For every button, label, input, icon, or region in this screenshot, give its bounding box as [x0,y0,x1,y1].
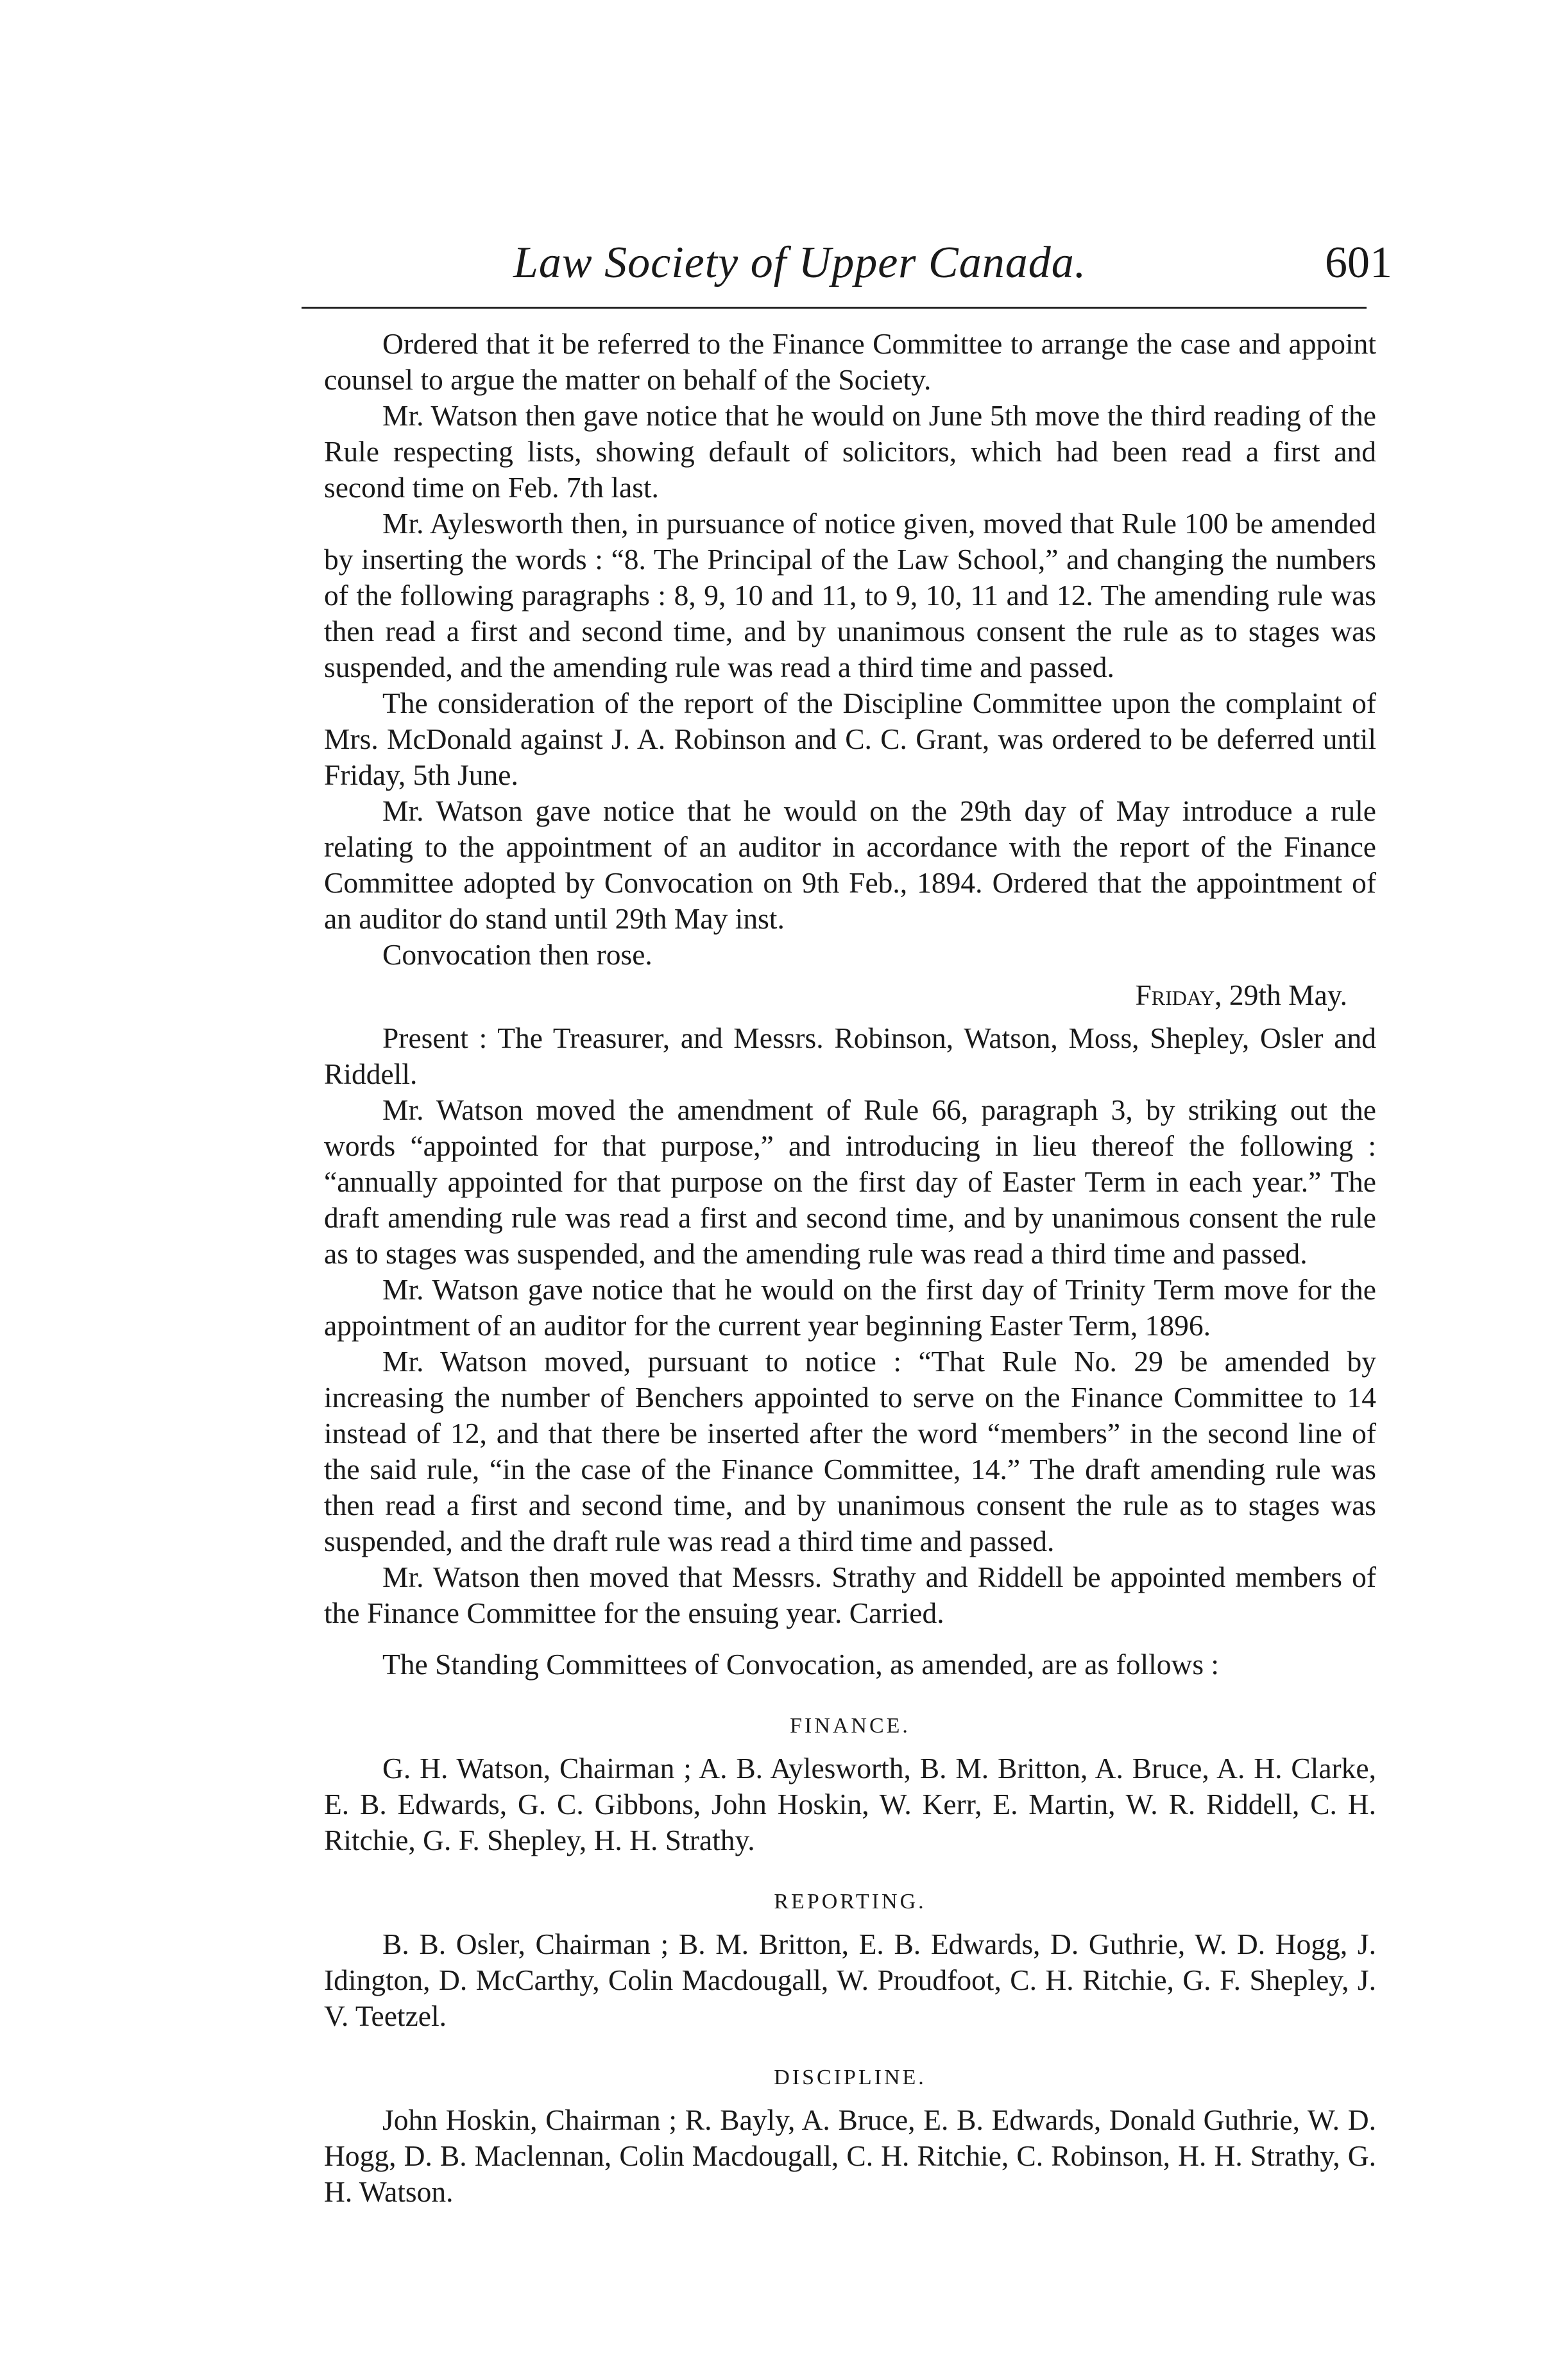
committee-heading-discipline: DISCIPLINE. [774,2066,926,2089]
paragraph: Ordered that it be referred to the Finance Committee to arrange the case and appoint counsel to argue the matter on behalf of the Society. [324,327,1376,396]
committees-intro: The Standing Committees of Convocation, as amended, are as follows : [382,1648,1220,1681]
running-title: Law Society of Upper Canada. [513,238,1087,287]
paragraph: Mr. Watson then gave notice that he would on June 5th move the third reading of the Rule respecting lists, showing default of solicitors, which had been read a first and second time on Feb. 7th last. [324,399,1376,504]
paragraph: Mr. Watson moved the amendment of Rule 66, paragraph 3, by striking out the words “appointed for that purpose,” and introducing in lieu thereof the following : “annually appointed for that purpose on the first day of Easter Term in each year.” The draft amending rule was read a first and second time, and by unanimous consent the rule as to stages was suspended, and the amending rule was read a third time and passed. [324,1093,1376,1270]
running-head [302,237,1392,302]
paragraph: Mr. Watson gave notice that he would on the 29th day of May introduce a rule relating to the appointment of an auditor in accordance with the report of the Finance Committee adopted by Convocation on 9th Feb., 1894. Ordered that the appointment of an auditor do stand until 29th May inst. [324,794,1376,935]
date-heading [324,975,1376,1015]
committee-members-discipline: John Hoskin, Chairman ; R. Bayly, A. Bruce, E. B. Edwards, Donald Guthrie, W. D. Hogg, D. B. Maclennan, Colin Macdougall, C. H. Ritchie, C. Robinson, H. H. Strathy, G. H. Watson. [324,2103,1376,2208]
paragraph: The consideration of the report of the Discipline Committee upon the complaint of Mrs. McDonald against J. A. Robinson and C. C. Grant, was ordered to be deferred until Friday, 5th June. [324,687,1376,791]
paragraph: Present : The Treasurer, and Messrs. Robinson, Watson, Moss, Shepley, Osler and Riddell. [324,1022,1376,1090]
page-body [324,326,1376,2210]
date-heading-date: , 29th May. [1215,979,1347,1011]
paragraph: Mr. Aylesworth then, in pursuance of notice given, moved that Rule 100 be amended by inserting the words : “8. The Principal of the Law School,” and changing the numbers of the following paragraphs : 8, 9, 10 and 11, to 9, 10, 11 and 12. The amending rule was then read a first and second time, and by unanimous consent the rule as to stages was suspended, and the amending rule was read a third time and passed. [324,507,1376,683]
committee-members-reporting: B. B. Osler, Chairman ; B. M. Britton, E. B. Edwards, D. Guthrie, W. D. Hogg, J. Idington, D. McCarthy, Colin Macdougall, W. Proudfoot, C. H. Ritchie, G. F. Shepley, J. V. Teetzel. [324,1928,1376,2032]
paragraph: Mr. Watson then moved that Messrs. Strathy and Riddell be appointed members of the Finance Committee for the ensuing year. Carried. [324,1561,1376,1629]
committee-heading-reporting: REPORTING. [774,1890,926,1913]
committee-members-finance: G. H. Watson, Chairman ; A. B. Aylesworth, B. M. Britton, A. Bruce, A. H. Clarke, E. B. Edwards, G. C. Gibbons, John Hoskin, W. Kerr, E. Martin, W. R. Riddell, C. H. Ritchie, G. F. Shepley, H. H. Strathy. [324,1752,1376,1856]
paragraph: Convocation then rose. [382,938,652,971]
date-heading-day: Friday [1135,979,1215,1011]
header-rule [302,307,1367,309]
paragraph: Mr. Watson moved, pursuant to notice : “That Rule No. 29 be amended by increasing the number of Benchers appointed to serve on the Finance Committee to 14 instead of 12, and that there be inserted after the word “members” in the second line of the said rule, “in the case of the Finance Committee, 14.” The draft amending rule was then read a first and second time, and by unanimous consent the rule as to stages was suspended, and the draft rule was read a third time and passed. [324,1345,1376,1557]
page-number: 601 [1325,238,1392,287]
paragraph: Mr. Watson gave notice that he would on the first day of Trinity Term move for the appointment of an auditor for the current year beginning Easter Term, 1896. [324,1273,1376,1342]
committee-heading-finance: FINANCE. [790,1714,910,1738]
